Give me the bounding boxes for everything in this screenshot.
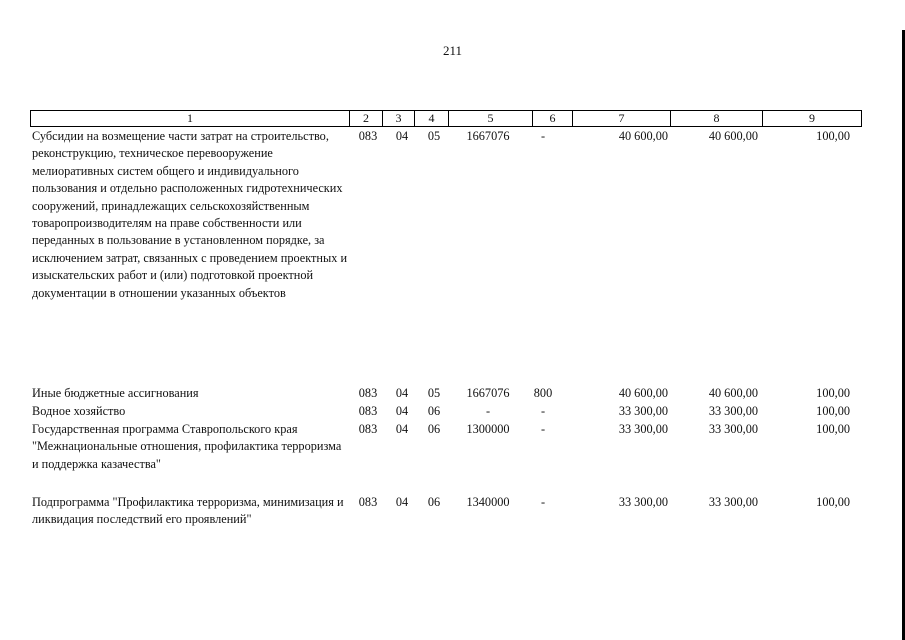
header-col-5: 5 (448, 111, 532, 126)
row-name: Субсидии на возмещение части затрат на строительство, реконструкцию, техническое перевооружение мелиоративных систем общего и индивидуального пользования и отдельно расположенных гидротехнических сооружений, принадлежащих сельскохозяйственным товаропроизводителям на праве собственности или переданных в пользование в установленном порядке, за исключением затрат, связанных с проведением проектных и изыскательских работ и (или) подготовкой проектной документации в отношении указанных объектов (32, 129, 348, 300)
row-col-4: 05 (427, 129, 441, 143)
header-col-7: 7 (572, 111, 670, 126)
header-col-3: 3 (382, 111, 414, 126)
row-col-9: 100,00 (816, 495, 850, 509)
row-col-8: 33 300,00 (708, 422, 758, 436)
row-col-2: 083 (358, 129, 378, 143)
header-col-2: 2 (349, 111, 382, 126)
row-col-2: 083 (358, 404, 378, 418)
row-col-3: 04 (395, 404, 409, 418)
row-col-8: 33 300,00 (708, 495, 758, 509)
header-col-6: 6 (532, 111, 572, 126)
header-col-1: 1 (187, 111, 193, 125)
row-col-6: - (540, 422, 546, 436)
row-col-8: 40 600,00 (708, 386, 758, 400)
row-col-2: 083 (358, 386, 378, 400)
header-col-9: 9 (762, 111, 861, 126)
row-col-4: 05 (427, 386, 441, 400)
row-col-7: 33 300,00 (618, 495, 668, 509)
row-col-8: 40 600,00 (708, 129, 758, 143)
row-col-7: 33 300,00 (618, 404, 668, 418)
row-name: Иные бюджетные ассигнования (32, 386, 199, 400)
row-col-6: - (540, 495, 546, 509)
row-col-5: 1340000 (466, 495, 510, 509)
table-header (30, 110, 862, 127)
page-number: 211 (442, 43, 463, 58)
row-col-3: 04 (395, 129, 409, 143)
row-col-7: 40 600,00 (618, 386, 668, 400)
row-col-9: 100,00 (816, 422, 850, 436)
row-col-6: - (540, 404, 546, 418)
row-col-7: 40 600,00 (618, 129, 668, 143)
row-col-7: 33 300,00 (618, 422, 668, 436)
row-col-2: 083 (358, 422, 378, 436)
row-col-9: 100,00 (816, 386, 850, 400)
row-col-5: - (485, 404, 491, 418)
row-col-4: 06 (427, 422, 441, 436)
header-col-8: 8 (670, 111, 762, 126)
row-col-2: 083 (358, 495, 378, 509)
row-col-4: 06 (427, 495, 441, 509)
row-col-5: 1667076 (466, 129, 510, 143)
row-col-8: 33 300,00 (708, 404, 758, 418)
row-col-3: 04 (395, 386, 409, 400)
row-col-5: 1667076 (466, 386, 510, 400)
row-col-3: 04 (395, 495, 409, 509)
row-col-9: 100,00 (816, 129, 850, 143)
row-col-9: 100,00 (816, 404, 850, 418)
header-col-4: 4 (414, 111, 448, 126)
row-col-6: - (540, 129, 546, 143)
row-name: Водное хозяйство (32, 404, 126, 418)
row-col-4: 06 (427, 404, 441, 418)
row-col-6: 800 (533, 386, 553, 400)
row-col-3: 04 (395, 422, 409, 436)
row-name: Подпрограмма "Профилактика терроризма, минимизация и ликвидация последствий его проявлений" (32, 495, 344, 527)
row-col-5: 1300000 (466, 422, 510, 436)
row-name: Государственная программа Ставропольского края "Межнациональные отношения, профилактика терроризма и поддержка казачества" (32, 422, 342, 471)
